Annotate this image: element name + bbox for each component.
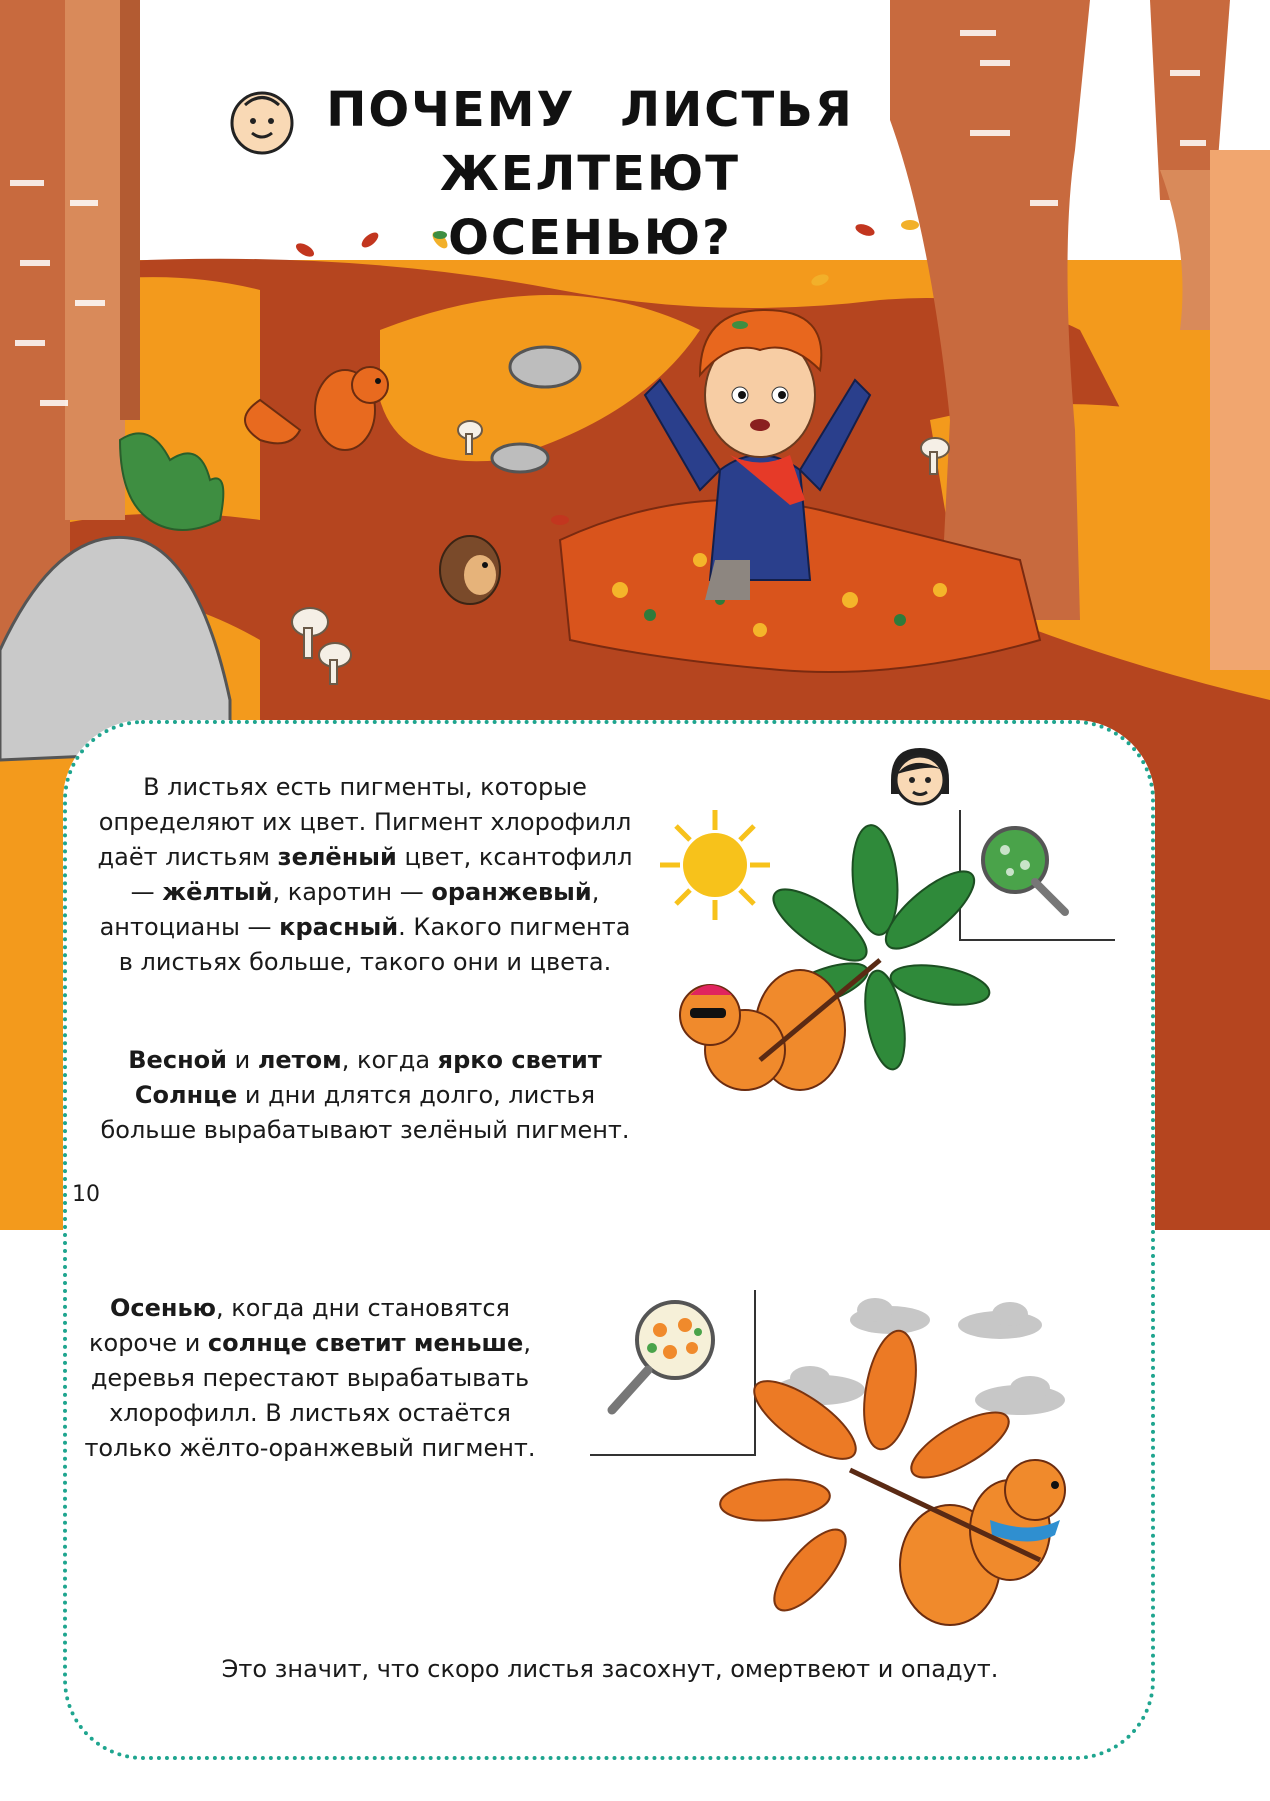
- sun-icon: [660, 810, 770, 920]
- clouds-icon: [775, 1298, 1065, 1415]
- magnifier-icon: [983, 828, 1065, 912]
- autumn-leaf-illustration: [590, 1290, 1110, 1650]
- title-line-1: ПОЧЕМУ ЛИСТЬЯ: [326, 82, 854, 138]
- paragraph-spring-summer: Весной и летом, когда ярко светит Солнце и дни длятся долго, листья больше вырабатывают зелёный пигмент.: [100, 1046, 630, 1144]
- magnifier-icon: [612, 1302, 713, 1410]
- squirrel-with-scarf: [850, 1460, 1065, 1625]
- page-number: 10: [72, 1182, 100, 1207]
- conclusion-text: Это значит, что скоро листья засохнут, омертвеют и опадут.: [221, 1655, 999, 1683]
- girl-face-icon: [883, 740, 957, 814]
- summer-leaf-illustration: [660, 810, 1120, 1130]
- page-title: [280, 78, 900, 270]
- paragraph-pigments: В листьях есть пигменты, которые определяют их цвет. Пигмент хлорофилл даёт листьям зелёный цвет, ксантофилл — жёлтый, каротин — оранжевый, антоцианы — красный. Какого пигмента в листьях больше, такого они и цвета.: [97, 773, 633, 976]
- hedgehog-illustration: [440, 536, 500, 604]
- paragraph-autumn: Осенью, когда дни становятся короче и солнце светит меньше, деревья перестают вырабатывать хлорофилл. В листьях остаётся только жёлто-оранжевый пигмент.: [84, 1294, 536, 1462]
- title-line-2: ЖЕЛТЕЮТ ОСЕНЬЮ?: [439, 146, 741, 266]
